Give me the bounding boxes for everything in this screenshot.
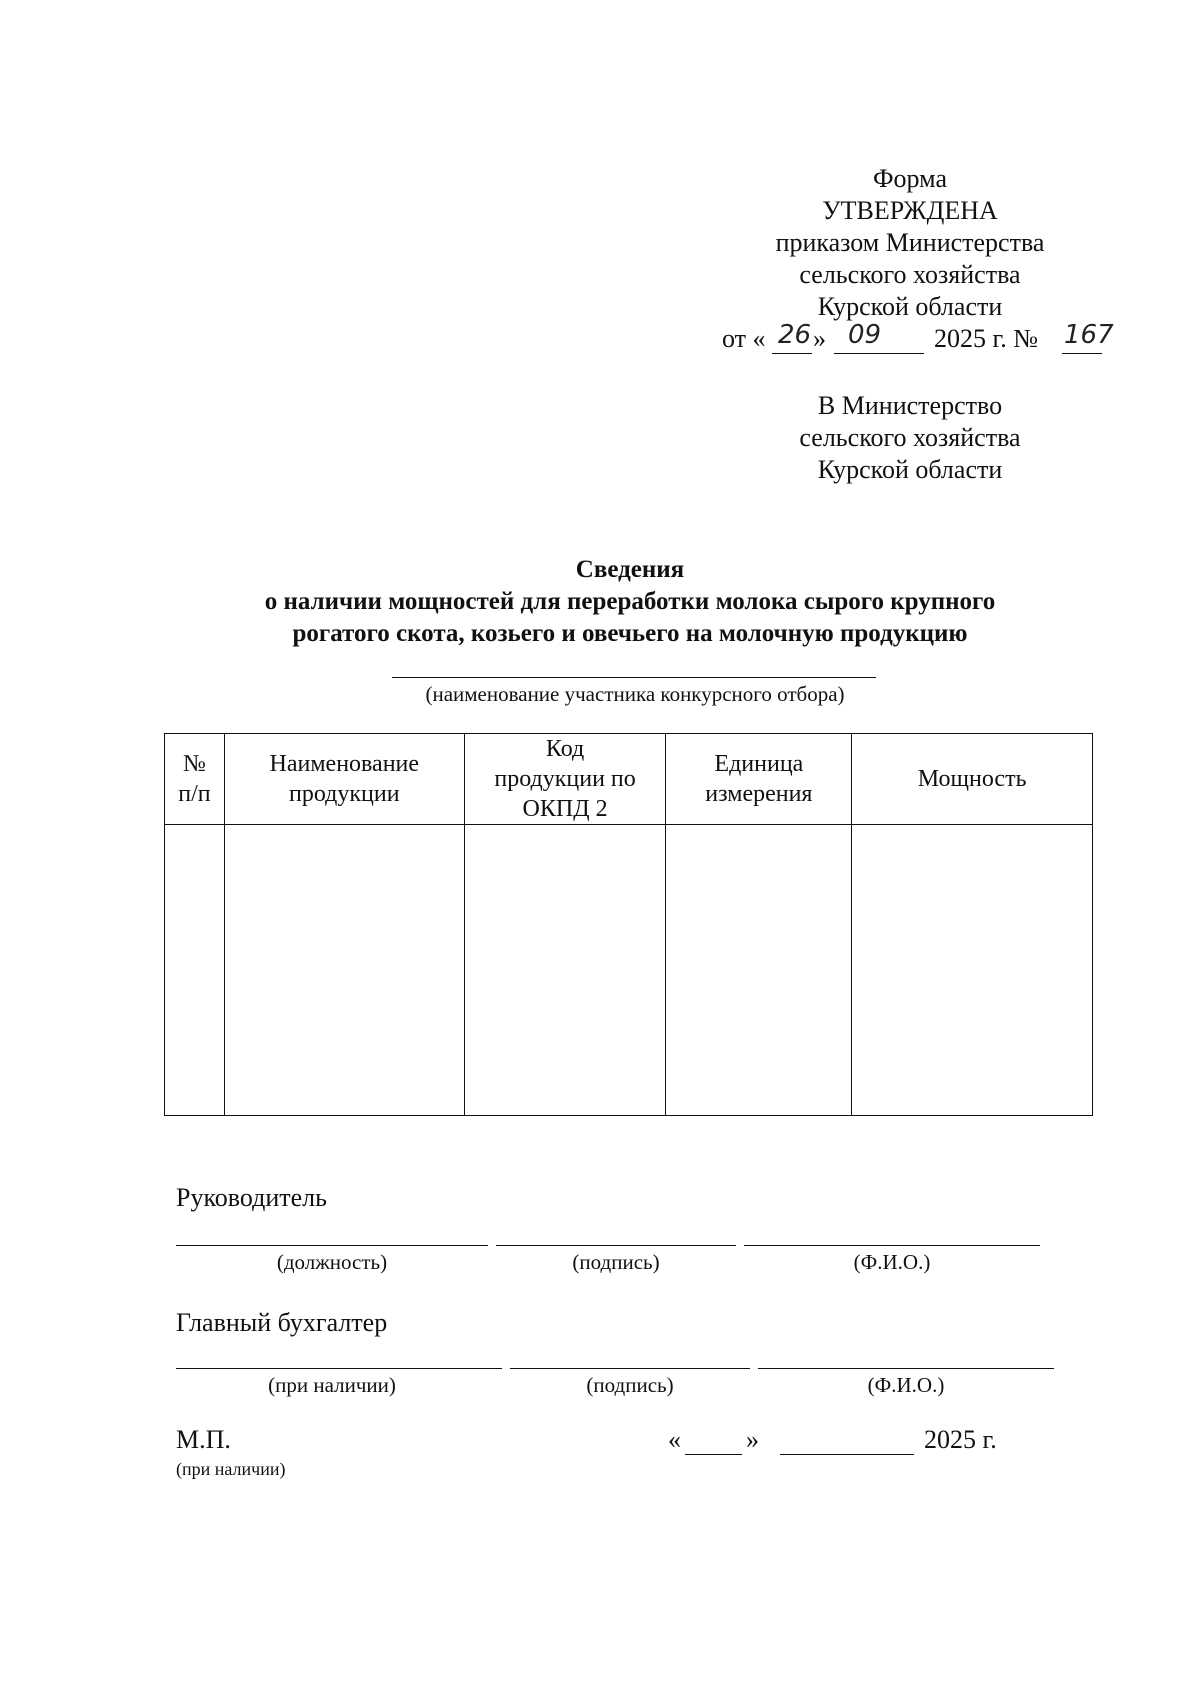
signing-day-field[interactable] (685, 1424, 742, 1455)
head-fio-caption: (Ф.И.О.) (853, 1250, 931, 1274)
accountant-label: Главный бухгалтер (176, 1308, 388, 1337)
region-name-line: Курской области (817, 292, 1003, 321)
date-day-value: 26 (778, 320, 812, 350)
addressee-line-3: Курской области (817, 455, 1003, 484)
capacity-table (164, 733, 1093, 1116)
table-row (165, 825, 1093, 1116)
order-number-value: 167 (1064, 320, 1114, 350)
header-capacity: Мощность (852, 734, 1093, 825)
cell-capacity[interactable] (852, 825, 1093, 1116)
accountant-fio-caption: (Ф.И.О.) (867, 1373, 945, 1397)
head-signature-line[interactable] (496, 1245, 736, 1246)
signing-year: 2025 г. (924, 1425, 997, 1454)
signing-date (668, 1424, 1048, 1460)
form-label: Форма (873, 164, 947, 193)
accountant-position-caption: (при наличии) (268, 1373, 396, 1397)
header-unit: Единица измерения (666, 734, 852, 825)
head-position-caption: (должность) (276, 1250, 388, 1274)
date-month-value: 09 (848, 320, 882, 350)
date-close-quote: » (746, 1425, 759, 1454)
signing-month-field[interactable] (780, 1424, 914, 1455)
date-mid: » (813, 324, 826, 353)
cell-unit[interactable] (666, 825, 852, 1116)
participant-name-line (392, 677, 876, 678)
accountant-position-line[interactable] (176, 1368, 502, 1369)
addressee-line-2: сельского хозяйства (799, 423, 1021, 452)
cell-number[interactable] (165, 825, 225, 1116)
table-header-row (165, 734, 1093, 825)
addressee-line-1: В Министерство (817, 391, 1003, 420)
order-of-ministry: приказом Министерства (775, 228, 1045, 257)
accountant-signature-caption: (подпись) (586, 1373, 674, 1397)
date-month-field (834, 320, 924, 354)
head-label: Руководитель (176, 1183, 327, 1212)
date-year-label: 2025 г. № (934, 324, 1039, 353)
header-number: № п/п (165, 734, 225, 825)
cell-okpd-code[interactable] (464, 825, 666, 1116)
date-prefix: от « (722, 324, 766, 353)
order-number-field (1062, 320, 1114, 354)
approved-label: УТВЕРЖДЕНА (822, 196, 998, 225)
stamp-note: (при наличии) (176, 1459, 286, 1479)
accountant-signature-line[interactable] (510, 1368, 750, 1369)
head-signature-caption: (подпись) (572, 1250, 660, 1274)
head-position-line[interactable] (176, 1245, 488, 1246)
participant-caption: (наименование участника конкурсного отбора) (425, 682, 845, 706)
head-fio-line[interactable] (744, 1245, 1040, 1246)
date-day-field (772, 320, 812, 354)
ministry-name-line: сельского хозяйства (799, 260, 1021, 289)
accountant-fio-line[interactable] (758, 1368, 1054, 1369)
cell-product-name[interactable] (224, 825, 464, 1116)
stamp-label: М.П. (176, 1425, 231, 1454)
date-open-quote: « (668, 1425, 681, 1454)
title-line-3: рогатого скота, козьего и овечьего на молочную продукцию (292, 620, 968, 647)
approval-date-line (722, 320, 1142, 357)
title-line-1: Сведения (575, 556, 685, 583)
header-okpd-code: Код продукции по ОКПД 2 (464, 734, 666, 825)
header-product-name: Наименование продукции (224, 734, 464, 825)
title-line-2: о наличии мощностей для переработки молока сырого крупного (264, 588, 996, 615)
